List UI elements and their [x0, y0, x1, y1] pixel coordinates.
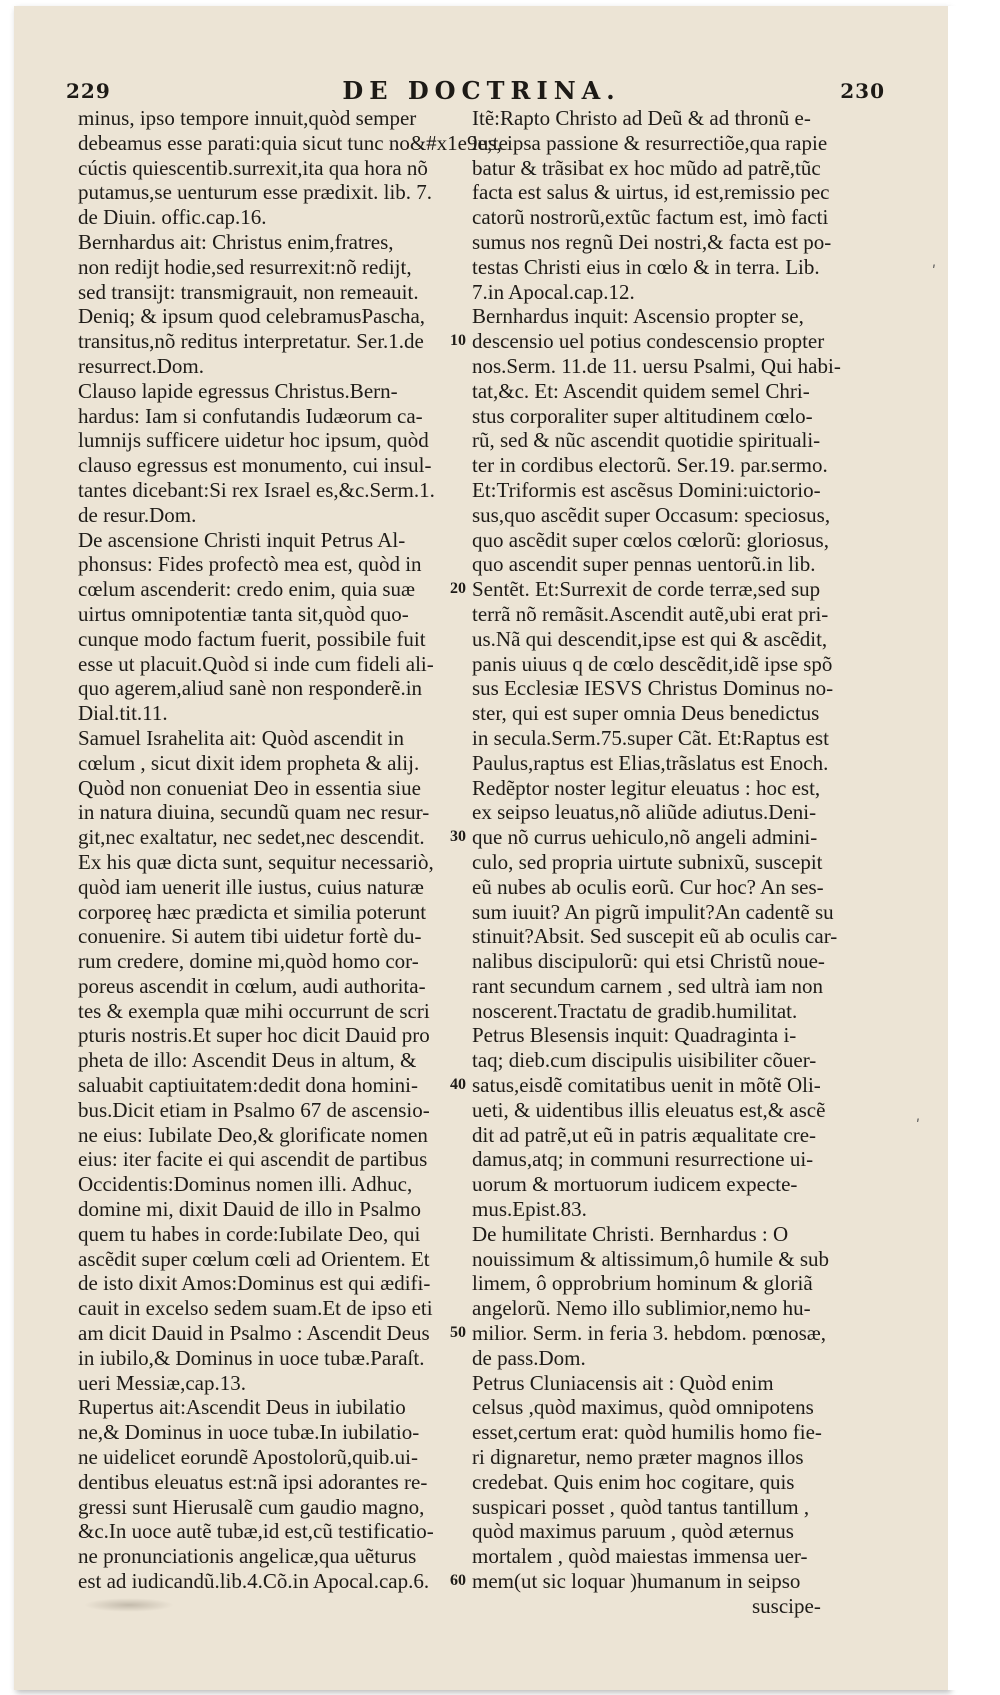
right-column-line: milior. Serm. in feria 3. hebdom. pœnosæ,: [472, 1321, 827, 1346]
right-column-line: sus Ecclesiæ IESVS Christus Dominus no-: [472, 676, 834, 701]
left-column-line: ueri Messiæ,cap.13.: [78, 1370, 246, 1395]
right-column-line: batur & trãsibat ex hoc mũdo ad patrẽ,tũc: [472, 155, 821, 180]
right-column-line: rant secundum carnem , sed ultrà iam non: [472, 973, 824, 998]
left-column-line: bus.Dicit etiam in Psalmo 67 de ascensio-: [78, 1097, 430, 1122]
left-column-line: domine mi, dixit Dauid de illo in Psalmo: [78, 1197, 421, 1222]
left-column-line: Rupertus ait:Ascendit Deus in iubilatio: [78, 1395, 406, 1420]
right-column-line: ter in cordibus electorũ. Ser.19. par.sermo.: [472, 453, 828, 478]
left-column-line: dentibus eleuatus est:nã ipsi adorantes re-: [78, 1469, 428, 1494]
right-column-line: stus corporaliter super altitudinem cœlo-: [472, 403, 813, 428]
left-column-line: cunque modo factum fuerit, possibile fuit: [78, 626, 426, 651]
left-column-line: Clauso lapide egressus Christus.Bern-: [78, 378, 398, 403]
line-number: 10: [450, 332, 466, 350]
right-column-line: satus,eisdẽ comitatibus uenit in mõtẽ Oli-: [472, 1073, 821, 1098]
left-column-line: Bernhardus ait: Christus enim,fratres,: [78, 229, 394, 254]
right-column-line: Itẽ:Rapto Christo ad Deũ & ad thronũ e-: [472, 106, 811, 130]
left-column-line: in iubilo,& Dominus in uoce tubæ.Paraſt.: [78, 1345, 425, 1370]
left-column-line: tantes dicebant:Si rex Israel es,&c.Serm.1.: [78, 477, 435, 502]
right-column-line: Bernhardus inquit: Ascensio propter se,: [472, 304, 804, 329]
line-number: 30: [450, 828, 466, 846]
left-column-line: ne eius: Iubilate Deo,& glorificate nomen: [78, 1122, 428, 1147]
left-column-line: &c.In uoce autẽ tubæ,id est,cũ testificatio-: [78, 1519, 434, 1544]
left-column-line: Occidentis:Dominus nomen illi. Adhuc,: [78, 1172, 413, 1197]
page-sheet: [14, 6, 949, 1690]
right-column-line: de pass.Dom.: [472, 1345, 586, 1370]
left-column-line: uirtus omnipotentiæ tanta sit,quòd quo-: [78, 601, 409, 626]
left-column-line: quo agerem,aliud sanè non responderẽ.in: [78, 676, 423, 701]
line-number: 50: [450, 1324, 466, 1342]
running-head: [14, 76, 949, 106]
left-column-line: git,nec exaltatur, nec sedet,nec descendit.: [78, 825, 425, 850]
right-column-line: facta est salus & uirtus, id est,remissio pec: [472, 180, 830, 205]
right-column-line: ster, qui est super omnia Deus benedictus: [472, 701, 820, 726]
right-column-line: damus,atq; in communi resurrectione ui-: [472, 1147, 814, 1172]
left-column-line: tes & exempla quæ mihi occurrunt de scri: [78, 998, 430, 1023]
left-column-line: ne uidelicet eorundẽ Apostolorũ,quib.ui-: [78, 1445, 419, 1470]
right-column-line: sum iuuit? An pigrũ impulit?An cadentẽ su: [472, 899, 834, 924]
right-column-line: tat,&c. Et: Ascendit quidem semel Chri-: [472, 378, 810, 403]
left-column-line: rum credere, domine mi,quòd homo cor-: [78, 949, 419, 974]
right-column-line: quòd maximus paruum , quòd æternus: [472, 1519, 794, 1544]
folio-number-left: 229: [66, 79, 111, 103]
right-column-line: noscerent.Tractatu de gradib.humilitat.: [472, 998, 798, 1023]
right-column-line: Et:Triformis est ascẽsus Domini:uictorio-: [472, 477, 821, 502]
line-number: 20: [450, 580, 466, 598]
right-column-line: Sentẽt. Et:Surrexit de corde terræ,sed sup: [472, 577, 821, 602]
folio-number-right: 230: [840, 79, 885, 103]
ink-smudge: [84, 1598, 174, 1612]
left-column-line: corporeę hæc prædicta et similia poterunt: [78, 899, 427, 924]
left-column-line: Samuel Israhelita ait: Quòd ascendit in: [78, 725, 404, 750]
right-column-line: De humilitate Christi. Bernhardus : O: [472, 1221, 789, 1246]
right-column-line: us.Nã qui descendit,ipse est qui & ascẽdit,: [472, 626, 828, 651]
left-column-line: lumniјs sufficere uidetur hoc ipsum, quòd: [78, 428, 429, 453]
left-column-line: cúctis quiescentib.surrexit,ita qua hora nõ: [78, 155, 428, 180]
left-column-line: poreus ascendit in cœlum, audi authorita-: [78, 973, 426, 998]
right-column-line: eũ nubes ab oculis eorũ. Cur hoc? An ses-: [472, 874, 824, 899]
right-column-line: 7.in Apocal.cap.12.: [472, 279, 635, 304]
right-column-line: sumus nos regnũ Dei nostri,& facta est po-: [472, 229, 832, 254]
left-column-line: Dial.tit.11.: [78, 701, 168, 726]
right-column-line: credebat. Quis enim hoc cogitare, quis: [472, 1469, 795, 1494]
right-column-line: ius, ipsa passione & resurrectiõe,qua rapie: [472, 130, 828, 155]
right-column-line: descensio uel potius condescensio propter: [472, 329, 825, 354]
right-column-line: Petrus Blesensis inquit: Quadraginta i-: [472, 1023, 797, 1048]
left-column-line: quòd iam uenerit ille iustus, cuius naturæ: [78, 874, 424, 899]
right-column-line: ex seipso leuatus,nõ aliũde adiutus.Deni-: [472, 800, 817, 825]
left-column-line: ne,& Dominus in uoce tubæ.In iubilatio-: [78, 1420, 420, 1445]
right-column-line: culo, sed propria uirtute subnixũ, suscepit: [472, 849, 823, 874]
right-column-line: taq; dieb.cum discipulis uisibiliter cõuer-: [472, 1048, 817, 1073]
right-text-column: [472, 106, 867, 1594]
left-column-line: pturis nostris.Et super hoc dicit Dauid pro: [78, 1023, 430, 1048]
left-column-line: gressi sunt Hierusalẽ cum gaudio magno,: [78, 1494, 425, 1519]
left-column-line: in natura diuina, secundũ quam nec resur-: [78, 800, 430, 825]
left-column-line: non rediјt hodie,sed resurrexit:nõ rediјt,: [78, 254, 412, 279]
right-column-line: sus,quo ascẽdit super Occasum: speciosus,: [472, 502, 831, 527]
right-column-line: nos.Serm. 11.de 11. uersu Psalmi, Qui habi-: [472, 353, 841, 378]
right-column-line: Petrus Cluniacensis ait : Quòd enim: [472, 1370, 774, 1395]
margin-tick-mark: ʹ: [932, 264, 936, 280]
right-column-line: stinuit?Absit. Sed suscepit eũ ab oculis car-: [472, 924, 838, 949]
left-column-line: est ad iudicandũ.lib.4.Cõ.in Apocal.cap.6.: [78, 1569, 430, 1594]
right-column-line: suspicari posset , quòd tantus tantillum ,: [472, 1494, 810, 1519]
catchword: suscipe-: [752, 1594, 821, 1618]
right-column-line: mem(ut sic loquar )humanum in seipso: [472, 1569, 801, 1594]
left-column-line: eius: iter facite ei qui ascendit de partibus: [78, 1147, 428, 1172]
left-column-line: conuenire. Si autem tibi uidetur fortè du-: [78, 924, 422, 949]
right-column-line: dit ad patrẽ,ut eũ in patris æqualitate cre-: [472, 1122, 817, 1147]
left-column-line: Quòd non conueniat Deo in essentia siue: [78, 775, 421, 800]
margin-tick-mark: ʹ: [916, 1118, 920, 1134]
left-column-line: am dicit Dauid in Psalmo : Ascendit Deus: [78, 1321, 430, 1346]
right-column-line: celsus ,quòd maximus, quòd omnipotens: [472, 1395, 814, 1420]
right-column-line: limem, ô opprobrium hominum & gloriã: [472, 1271, 813, 1296]
left-column-line: Deniq; & ipsum quod celebramusPascha,: [78, 304, 426, 329]
right-column-line: nouissimum & altissimum,ô humile & sub: [472, 1246, 830, 1271]
left-column-line: cœlum , sicut dixit idem propheta & aliј.: [78, 750, 420, 775]
left-column-line: clauso egressus est monumento, cui insul-: [78, 453, 432, 478]
line-number: 60: [450, 1572, 466, 1590]
left-column-line: ascẽdit super cœlum cœli ad Orientem. Et: [78, 1246, 430, 1271]
right-column-line: terrã nõ remãsit.Ascendit autẽ,ubi erat pri-: [472, 601, 829, 626]
right-column-line: Redẽptor noster legitur eleuatus : hoc est,: [472, 775, 821, 800]
left-column-line: cœlum ascenderit: credo enim, quia suæ: [78, 577, 416, 602]
left-column-line: De ascensione Christi inquit Petrus Al-: [78, 527, 406, 552]
left-column-line: resurrect.Dom.: [78, 353, 204, 378]
right-column-line: mortalem , quòd maiestas immensa uer-: [472, 1544, 808, 1569]
left-column-line: Ex his quæ dicta sunt, sequitur necessariò,: [78, 849, 434, 874]
left-column-line: pheta de illo: Ascendit Deus in altum, &: [78, 1048, 417, 1073]
right-column-line: esset,certum erat: quòd humilis homo fie-: [472, 1420, 822, 1445]
right-column-line: rũ, sed & nũc ascendit quotidie spirituali-: [472, 428, 821, 453]
right-column-line: ri dignaretur, nemo præter magnos illos: [472, 1445, 804, 1470]
left-column-line: transitus,nõ reditus interpretatur. Ser.1.de: [78, 329, 424, 354]
left-column-line: saluabit captiuitatem:dedit dona homini-: [78, 1073, 418, 1098]
left-column-line: de isto dixit Amos:Dominus est qui ædifi-: [78, 1271, 431, 1296]
right-column-line: nalibus discipulorũ: qui etsi Christũ noue-: [472, 949, 825, 974]
left-column-line: phonsus: Fides profectò mea est, quòd in: [78, 552, 422, 577]
left-column-line: ne pronunciationis angelicæ,qua uẽturus: [78, 1544, 417, 1569]
right-column-line: quo ascendit super pennas uentorũ.in lib.: [472, 552, 816, 577]
right-column-line: Paulus,raptus est Elias,trãslatus est Enoch.: [472, 750, 829, 775]
scan-background-edge: [948, 6, 1000, 1690]
right-column-line: panis uiuus q de cœlo descẽdit,idẽ ipse spõ: [472, 651, 833, 676]
left-column-line: de Diuin. offic.cap.16.: [78, 205, 267, 230]
line-number: 40: [450, 1076, 466, 1094]
left-column-line: sed transiјt: transmigrauit, non remeauit.: [78, 279, 419, 304]
left-column-line: quem tu habes in corde:Iubilate Deo, qui: [78, 1221, 421, 1246]
right-column-line: mus.Epist.83.: [472, 1197, 587, 1222]
left-column-line: debeamus esse parati:quia sicut tunc no&#x1e9e;te: [78, 130, 508, 155]
left-column-line: de resur.Dom.: [78, 502, 197, 527]
left-column-line: hardus: Iam si confutandis Iudæorum ca-: [78, 403, 423, 428]
right-column-line: quo ascẽdit super cœlos cœlorũ: gloriosus,: [472, 527, 829, 552]
right-column-line: testas Christi eius in cœlo & in terra. Lib.: [472, 254, 820, 279]
right-column-line: catorũ nostrorũ,extũc factum est, imò facti: [472, 205, 829, 230]
right-column-line: uorum & mortuorum iudicem expecte-: [472, 1172, 798, 1197]
left-column-line: esse ut placuit.Quòd si inde cum fideli ali-: [78, 651, 434, 676]
running-title: DE DOCTRINA.: [342, 76, 621, 105]
left-column-line: putamus,se uenturum esse prædixit. lib. 7.: [78, 180, 433, 205]
right-column-line: in secula.Serm.75.super Cãt. Et:Raptus est: [472, 725, 829, 750]
right-column-line: ueti, & uidentibus illis eleuatus est,& ascẽ: [472, 1097, 826, 1122]
right-column-line: que nõ currus uehiculo,nõ angeli admini-: [472, 825, 818, 850]
left-column-line: minus, ipso tempore innuit,quòd semper: [78, 106, 417, 130]
right-column-line: angelorũ. Nemo illo sublimior,nemo hu-: [472, 1296, 811, 1321]
left-column-line: cauit in excelso sedem suam.Et de ipso eti: [78, 1296, 433, 1321]
